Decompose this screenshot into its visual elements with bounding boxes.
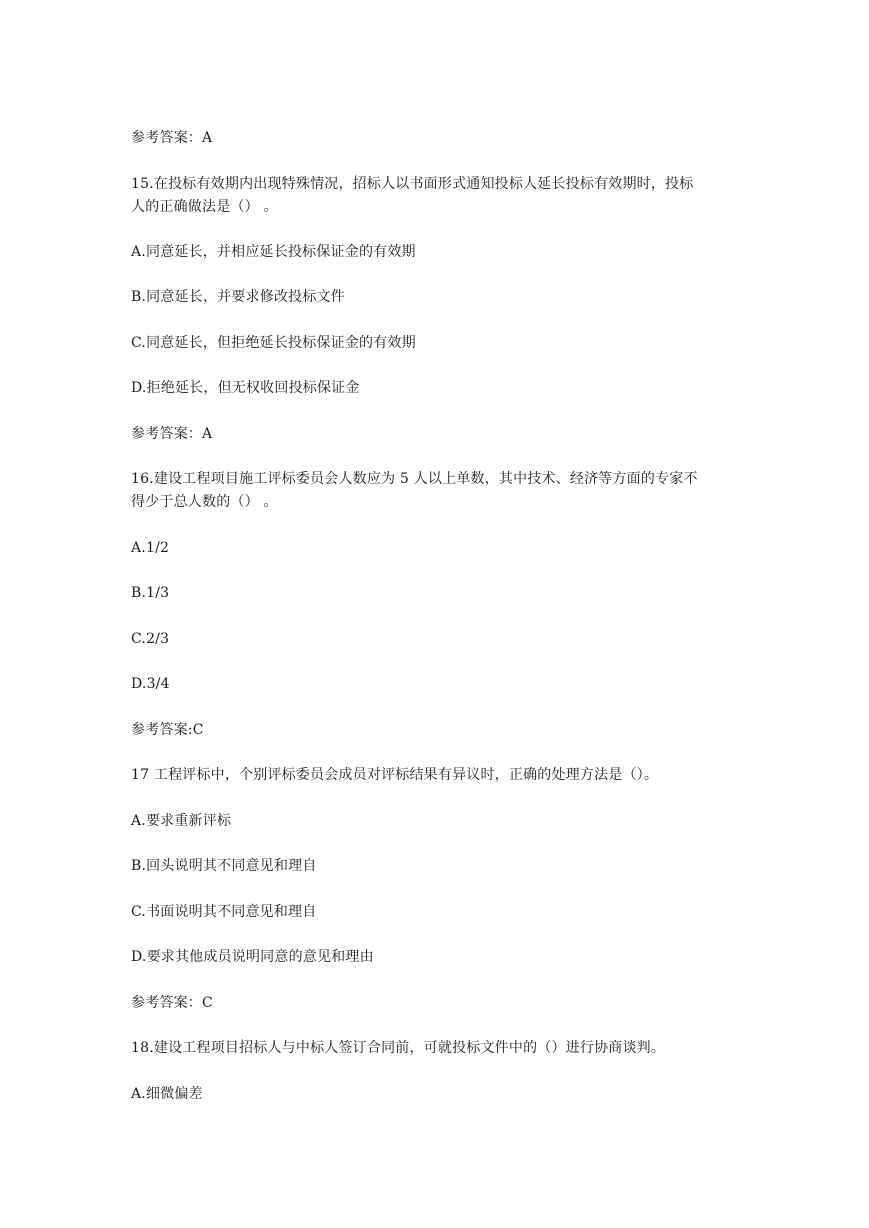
question-15-option-d: D.拒绝延长，但无权收回投标保证金 <box>131 380 360 396</box>
answer-14: 参考答案：A <box>131 130 213 146</box>
question-16-line-1: 16.建设工程项目施工评标委员会人数应为 5 人以上单数，其中技术、经济等方面的专家不 <box>131 471 698 487</box>
question-15-option-a: A.同意延长，并相应延长投标保证金的有效期 <box>131 244 416 260</box>
question-15-option-b: B.同意延长，并要求修改投标文件 <box>131 289 345 305</box>
question-17-option-c: C.书面说明其不同意见和理自 <box>131 904 317 920</box>
question-17-option-a: A.要求重新评标 <box>131 813 232 829</box>
question-17-option-d: D.要求其他成员说明同意的意见和理由 <box>131 949 374 965</box>
question-18-option-a: A.细微偏差 <box>131 1086 203 1102</box>
question-18-line-1: 18.建设工程项目招标人与中标人签订合同前，可就投标文件中的（）进行协商谈判。 <box>131 1040 666 1056</box>
question-15-line-2: 人的正确做法是（） 。 <box>131 199 278 215</box>
question-16-option-d: D.3/4 <box>131 676 170 692</box>
answer-16: 参考答案:C <box>131 722 204 738</box>
question-15-line-1: 15.在投标有效期内出现特殊情况，招标人以书面形式通知投标人延长投标有效期时，投标 <box>131 176 694 192</box>
question-16-line-2: 得少于总人数的（） 。 <box>131 494 278 510</box>
question-16-option-b: B.1/3 <box>131 585 170 601</box>
question-16-option-c: C.2/3 <box>131 631 170 647</box>
question-17-line-1: 17 工程评标中，个别评标委员会成员对评标结果有异议时，正确的处理方法是（）。 <box>131 767 659 783</box>
question-15-option-c: C.同意延长，但拒绝延长投标保证金的有效期 <box>131 335 416 351</box>
answer-17: 参考答案：C <box>131 995 213 1011</box>
question-17-option-b: B.回头说明其不同意见和理自 <box>131 858 317 874</box>
question-16-option-a: A.1/2 <box>131 540 170 556</box>
answer-15: 参考答案：A <box>131 426 213 442</box>
